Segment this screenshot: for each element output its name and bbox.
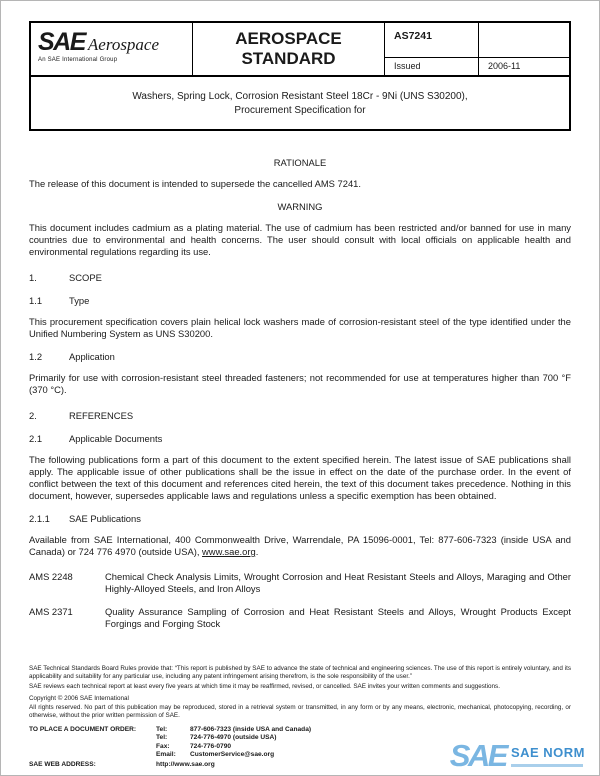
section-heading-sae-publications bbox=[29, 513, 571, 525]
order-row-label: Tel: bbox=[156, 725, 168, 733]
web-address-label: SAE WEB ADDRESS: bbox=[29, 760, 96, 768]
order-row-value: 724-776-4970 (outside USA) bbox=[190, 734, 277, 741]
document-number-row bbox=[385, 23, 569, 58]
sae-aerospace-logo bbox=[31, 23, 193, 75]
document-type-cell bbox=[193, 23, 385, 75]
order-row-value: CustomerService@sae.org bbox=[190, 751, 275, 758]
logo-wordmark bbox=[38, 30, 188, 55]
section-number: 2. bbox=[29, 410, 37, 421]
reference-item-ams2371 bbox=[29, 606, 571, 630]
header-table bbox=[29, 21, 571, 131]
issued-date: 2006-11 bbox=[488, 61, 521, 71]
section-title: SCOPE bbox=[69, 272, 102, 283]
reference-code: AMS 2248 bbox=[29, 571, 73, 582]
section-text-type: This procurement specification covers plain helical lock washers made of corrosion-resistant steel of the type identified under the Unified Numbering System as UNS S30200. bbox=[29, 316, 571, 339]
warning-heading: WARNING bbox=[277, 201, 323, 212]
sae-publications-text bbox=[29, 534, 571, 558]
document-title-line1: Washers, Spring Lock, Corrosion Resistant Steel 18Cr - 9Ni (UNS S30200), bbox=[132, 91, 468, 102]
aerospace-logo-text: Aerospace bbox=[87, 35, 160, 54]
section-heading-references bbox=[29, 410, 571, 422]
reference-description: Chemical Check Analysis Limits, Wrought Corrosion and Heat Resistant Steels and Alloys, Maraging and Other Highly-Alloyed Steels, and Iron Alloys bbox=[105, 571, 571, 594]
section-text-application: Primarily for use with corrosion-resistant steel threaded fasteners; not recommended for use at temperatures higher than 700 °F (370 °C). bbox=[29, 372, 571, 395]
section-number: 2.1.1 bbox=[29, 513, 50, 524]
document-number: AS7241 bbox=[385, 23, 479, 57]
header-top-row bbox=[31, 23, 569, 77]
sae-norm-watermark bbox=[449, 737, 585, 773]
section-heading-applicable-documents bbox=[29, 433, 571, 445]
section-heading-scope bbox=[29, 272, 571, 284]
document-type: AEROSPACE STANDARD bbox=[235, 29, 342, 68]
reference-code: AMS 2371 bbox=[29, 606, 73, 617]
section-title: Type bbox=[69, 295, 90, 306]
sae-norm-subline bbox=[511, 764, 583, 767]
section-number: 2.1 bbox=[29, 433, 43, 444]
order-row-value: 877-606-7323 (inside USA and Canada) bbox=[190, 725, 312, 733]
section-heading-type bbox=[29, 295, 571, 307]
sae-publications-text-end: . bbox=[255, 546, 259, 557]
sae-norm-wordmark bbox=[511, 744, 585, 768]
standards-board-notice: SAE Technical Standards Board Rules provide that: “This report is published by SAE to advance the state of technical and engineering sciences. The use of this report is entirely voluntary, and its applicability and suitability for any particular use, including any patent infringement arising therefrom, is the sole responsibility of the user.” bbox=[29, 664, 571, 680]
document-title bbox=[31, 77, 569, 129]
issued-row bbox=[385, 58, 569, 75]
sae-norm-logo-icon: SAE bbox=[449, 737, 506, 773]
order-row-label: Fax: bbox=[156, 742, 170, 750]
section-number: 1.2 bbox=[29, 351, 43, 362]
reference-item-ams2248 bbox=[29, 571, 571, 595]
section-number: 1. bbox=[29, 272, 37, 283]
sae-publications-text-part: Available from SAE International, 400 Commonwealth Drive, Warrendale, PA 15096-0001, Tel: 877-606-7323 (inside USA and Canada) or 724 776 4970 (outside USA), bbox=[29, 534, 571, 557]
revision-cell-empty bbox=[479, 23, 569, 57]
section-title: REFERENCES bbox=[69, 410, 134, 421]
document-body bbox=[1, 157, 599, 630]
section-number: 1.1 bbox=[29, 295, 43, 306]
section-title: SAE Publications bbox=[69, 513, 141, 524]
order-row-label: Email: bbox=[156, 751, 176, 758]
order-row-tel-outside bbox=[156, 734, 571, 743]
sae-norm-name: SAE NORM bbox=[510, 745, 585, 760]
web-address-value: http://www.sae.org bbox=[156, 760, 215, 768]
document-number-block bbox=[385, 23, 569, 75]
order-heading: TO PLACE A DOCUMENT ORDER: bbox=[29, 725, 137, 733]
copyright-line: Copyright © 2006 SAE International bbox=[29, 694, 129, 702]
review-notice: SAE reviews each technical report at least every five years at which time it may be reaffirmed, revised, or cancelled. SAE invites your written comments and suggestions. bbox=[29, 682, 500, 690]
document-title-line2: Procurement Specification for bbox=[234, 104, 366, 116]
reference-description: Quality Assurance Sampling of Corrosion and Heat Resistant Steels and Alloys, Wrought Products Except Forgings and Forging Stock bbox=[105, 606, 571, 629]
logo-tagline: An SAE International Group bbox=[38, 57, 118, 63]
section-title: Application bbox=[69, 351, 115, 362]
issued-label: Issued bbox=[385, 58, 479, 75]
rationale-text: The release of this document is intended to supersede the cancelled AMS 7241. bbox=[29, 178, 361, 189]
order-row-tel-inside bbox=[156, 726, 571, 735]
section-heading-application bbox=[29, 351, 571, 363]
rationale-heading: RATIONALE bbox=[273, 157, 327, 168]
section-text-applicable-documents: The following publications form a part of this document to the extent specified herein. The latest issue of SAE publications shall apply. The applicable issue of other publications shall be the issue in effect on the date of the purchase order. In the event of conflict between the text of this document and references cited herein, the text of this document takes precedence. Nothing in this document, however, supersedes applicable laws and regulations unless a specific exemption has been obtained. bbox=[29, 454, 571, 501]
order-row-label: Tel: bbox=[156, 734, 168, 741]
warning-text: This document includes cadmium as a plating material. The use of cadmium has been restricted and/or banned for use in many countries due to environmental and health concerns. The user should consult with local officials on applicable health and environmental regulations regarding its use. bbox=[29, 222, 571, 257]
order-row-value: 724-776-0790 bbox=[190, 742, 232, 750]
sae-org-link[interactable]: www.sae.org bbox=[202, 546, 256, 557]
sae-logo-text: SAE bbox=[38, 28, 85, 56]
section-title: Applicable Documents bbox=[69, 433, 163, 444]
rights-notice: All rights reserved. No part of this publication may be reproduced, stored in a retrieval system or transmitted, in any form or by any means, electronic, mechanical, photocopying, recording, or otherwise, without the prior written permission of SAE. bbox=[29, 703, 571, 719]
